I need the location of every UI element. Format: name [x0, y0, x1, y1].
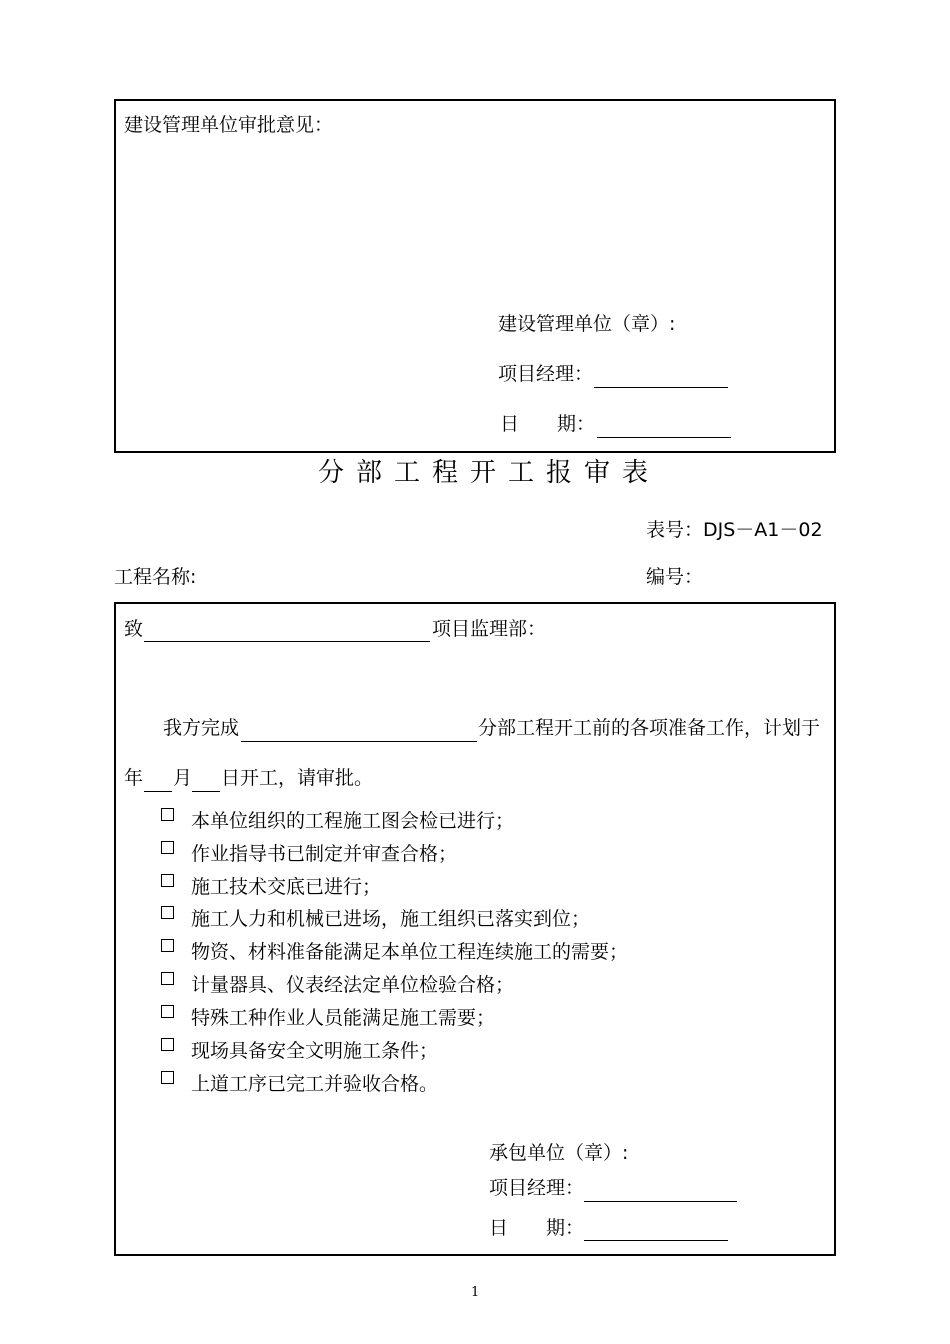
contractor-manager-label: 项目经理： [489, 1177, 585, 1199]
month-label: 月 [173, 767, 193, 789]
checkbox[interactable] [161, 1038, 174, 1051]
checklist-item: 本单位组织的工程施工图会检已进行； [191, 810, 515, 832]
month-field[interactable] [144, 791, 172, 792]
checklist-item: 施工技术交底已进行； [191, 876, 382, 898]
approval-header: 建设管理单位审批意见： [124, 114, 334, 136]
page-number: 1 [471, 1285, 480, 1300]
contractor-date-field[interactable] [584, 1240, 728, 1241]
checkbox[interactable] [161, 972, 174, 985]
checklist-item: 计量器具、仪表经法定单位检验合格； [191, 974, 515, 996]
day-field[interactable] [192, 791, 220, 792]
checkbox[interactable] [161, 874, 174, 887]
approval-manager-label: 项目经理： [498, 363, 594, 385]
project-name-label: 工程名称: [114, 566, 197, 588]
checkbox[interactable] [161, 1005, 174, 1018]
checkbox[interactable] [161, 841, 174, 854]
approval-manager-field[interactable] [594, 387, 728, 388]
serial-label: 编号： [646, 566, 704, 588]
checkbox[interactable] [161, 906, 174, 919]
checkbox[interactable] [161, 939, 174, 952]
year-label: 年 [124, 767, 144, 789]
approval-date-label: 日 期： [500, 413, 596, 435]
approval-date-field[interactable] [597, 437, 731, 438]
checklist-item: 现场具备安全文明施工条件； [191, 1040, 439, 1062]
checklist-item: 上道工序已完工并验收合格。 [191, 1073, 439, 1095]
approval-unit-label: 建设管理单位（章）: [498, 313, 676, 335]
checklist-item: 作业指导书已制定并审查合格； [191, 843, 458, 865]
checkbox[interactable] [161, 1071, 174, 1084]
contractor-label: 承包单位（章）: [489, 1142, 629, 1164]
day-label: 日开工，请审批。 [221, 767, 374, 789]
checkbox[interactable] [161, 808, 174, 821]
contractor-manager-field[interactable] [584, 1201, 737, 1202]
subproject-name-field[interactable] [241, 741, 477, 742]
contractor-date-label: 日 期： [489, 1217, 585, 1239]
checklist-item: 特殊工种作业人员能满足施工需要； [191, 1007, 496, 1029]
to-prefix: 致 [124, 618, 144, 640]
to-suffix: 项目监理部： [432, 618, 547, 640]
checklist-item: 物资、材料准备能满足本单位工程连续施工的需要； [191, 941, 629, 963]
checklist-item: 施工人力和机械已进场，施工组织已落实到位； [191, 908, 591, 930]
to-unit-field[interactable] [144, 641, 430, 642]
body-prefix: 我方完成 [163, 717, 240, 739]
form-number: 表号：DJS－A1－02 [646, 519, 823, 541]
form-title: 分部工程开工报审表 [318, 458, 661, 488]
body-suffix: 分部工程开工前的各项准备工作，计划于 [478, 717, 821, 739]
approval-box [114, 99, 836, 453]
